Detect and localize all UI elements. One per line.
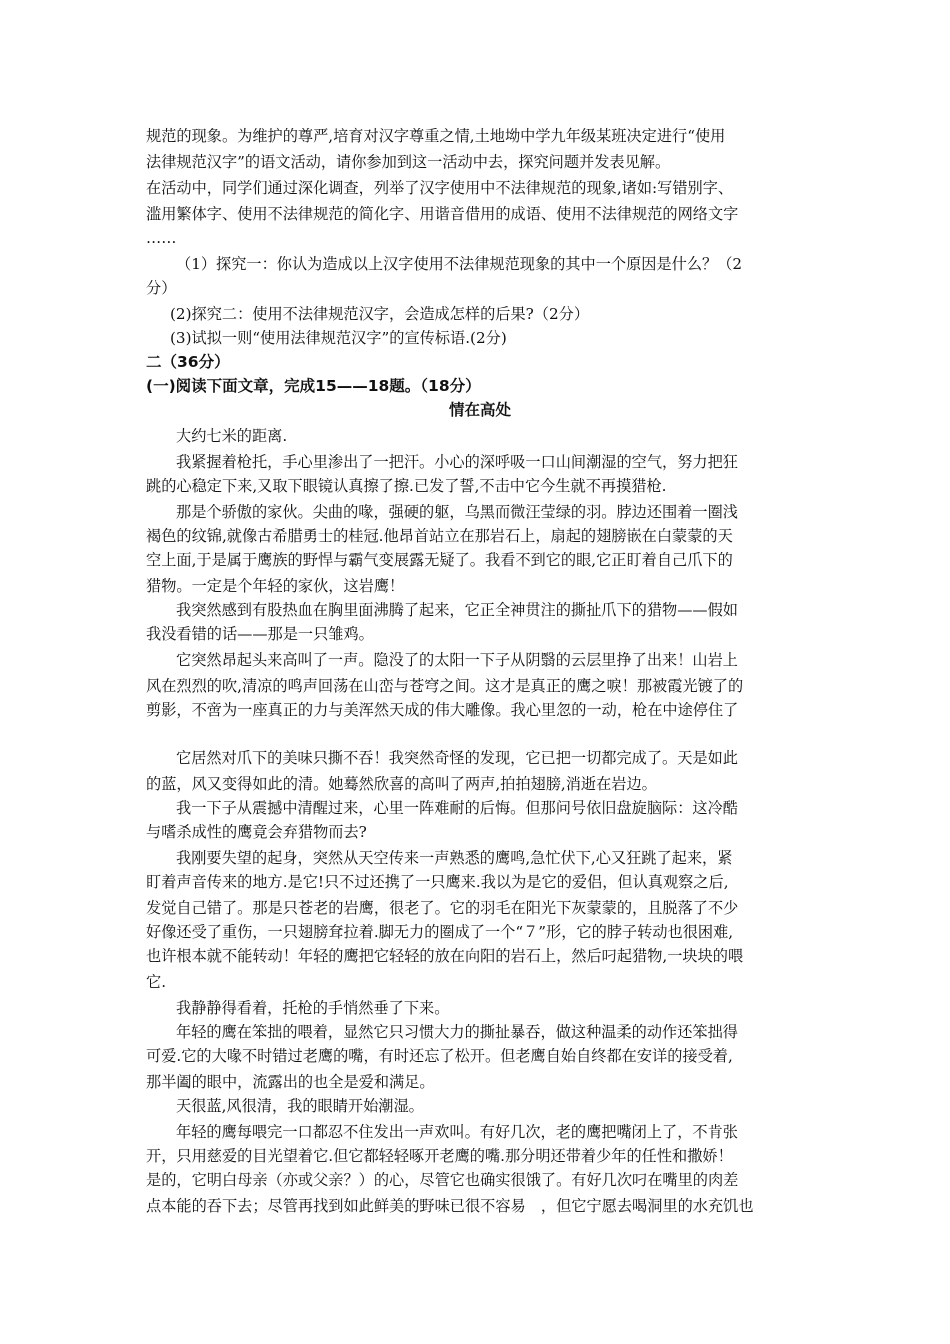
article-line: 跳的心稳定下来,又取下眼镜认真擦了擦.已发了誓,不击中它今生就不再摸猎枪. xyxy=(146,477,667,495)
article-line: 空上面,于是属于鹰族的野悍与霸气变展露无疑了。我看不到它的眼,它正盯着自己爪下的 xyxy=(146,551,733,569)
article-line: 的蓝，风又变得如此的清。她蓦然欣喜的高叫了两声,拍拍翅膀,消逝在岩边。 xyxy=(146,775,657,793)
intro-line-3: 在活动中，同学们通过深化调查，列举了汉字使用中不法律规范的现象,诸如:写错别字、 xyxy=(146,179,734,197)
question-1-line-2: 分） xyxy=(146,279,177,297)
article-line: 它. xyxy=(146,973,167,991)
article-line: 剪影，不啻为一座真正的力与美浑然天成的伟大雕像。我心里忽的一动，枪在中途停住了 xyxy=(146,701,739,719)
article-line: 风在烈烈的吹,清凉的鸣声回荡在山峦与苍穹之间。这才是真正的鹰之唳！那被霞光镀了的 xyxy=(146,677,744,695)
article-line: 猎物。一定是个年轻的家伙，这岩鹰！ xyxy=(146,577,405,595)
article-line: 我一下子从震撼中清醒过来，心里一阵难耐的后悔。但那问号依旧盘旋脑际：这冷酷 xyxy=(176,799,738,817)
article-line: 褐色的纹锦,就像古希腊勇士的桂冠.他昂首站立在那岩石上，扇起的翅膀嵌在白蒙蒙的天 xyxy=(146,527,733,545)
article-line: 那是个骄傲的家伙。尖曲的喙，强硬的躯，乌黑而微汪莹绿的羽。脖边还围着一圈浅 xyxy=(176,503,738,521)
article-line: 也许根本就不能转动！年轻的鹰把它轻轻的放在向阳的岩石上，然后叼起猎物,一块块的喂 xyxy=(146,947,744,965)
article-line: 与嗜杀成性的鹰竟会弃猎物而去? xyxy=(146,823,367,841)
intro-line-1: 规范的现象。为维护的尊严,培育对汉字尊重之情,土地坳中学九年级某班决定进行“使用 xyxy=(146,127,726,145)
article-line: 开，只用慈爱的目光望着它.但它都轻轻啄开老鹰的嘴.那分明还带着少年的任性和撒娇！ xyxy=(146,1147,733,1165)
article-line: 它突然昂起头来高叫了一声。隐没了的太阳一下子从阴翳的云层里挣了出来！山岩上 xyxy=(176,651,738,669)
intro-ellipsis: …… xyxy=(146,229,177,247)
article-line: 那半阖的眼中，流露出的也全是爱和满足。 xyxy=(146,1073,435,1091)
article-line: 好像还受了重伤，一只翅膀耷拉着.脚无力的圈成了一个“７”形，它的脖子转动也很困难, xyxy=(146,923,734,941)
article-line: 它居然对爪下的美味只撕不吞！我突然奇怪的发现，它已把一切都完成了。天是如此 xyxy=(176,749,738,767)
article-line: 是的，它明白母亲（亦或父亲？）的心，尽管它也确实很饿了。有好几次叼在嘴里的肉差 xyxy=(146,1171,739,1189)
article-line: 我没看错的话——那是一只雏鸡。 xyxy=(146,625,374,643)
article-line: 年轻的鹰在笨拙的喂着，显然它只习惯大力的撕扯暴吞，做这种温柔的动作还笨拙得 xyxy=(176,1023,738,1041)
article-line: 发觉自己错了。那是只苍老的岩鹰，很老了。它的羽毛在阳光下灰蒙蒙的，且脱落了不少 xyxy=(146,899,739,917)
question-1-line-1: （1）探究一：你认为造成以上汉字使用不法律规范现象的其中一个原因是什么？（2 xyxy=(176,255,743,273)
article-line: 可爱.它的大喙不时错过老鹰的嘴，有时还忘了松开。但老鹰自始自终都在安详的接受着, xyxy=(146,1047,733,1065)
article-line: 我静静得看着，托枪的手悄然垂了下来。 xyxy=(176,999,450,1017)
article-line: 盯着声音传来的地方.是它!只不过还携了一只鹰来.我以为是它的爱侣，但认真观察之后, xyxy=(146,873,729,891)
article-line: 我刚要失望的起身，突然从天空传来一声熟悉的鹰鸣,急忙伏下,心又狂跳了起来，紧 xyxy=(176,849,733,867)
article-line: 我突然感到有股热血在胸里面沸腾了起来，它正全神贯注的撕扯爪下的猎物——假如 xyxy=(176,601,738,619)
article-line: 大约七米的距离. xyxy=(176,427,288,445)
question-2: (2)探究二：使用不法律规范汉字，会造成怎样的后果?（2分） xyxy=(170,305,590,323)
article-line: 我紧握着枪托，手心里渗出了一把汗。小心的深呼吸一口山间潮湿的空气，努力把狂 xyxy=(176,453,738,471)
article-line: 年轻的鹰每喂完一口都忍不住发出一声欢叫。有好几次，老的鹰把嘴闭上了，不肯张 xyxy=(176,1123,738,1141)
intro-line-2: 法律规范汉字”的语文活动，请你参加到这一活动中去，探究问题并发表见解。 xyxy=(146,153,671,171)
section-sub-heading: (一)阅读下面文章，完成15——18题。（18分） xyxy=(146,377,481,395)
article-line: 天很蓝,风很清，我的眼睛开始潮湿。 xyxy=(176,1097,424,1115)
article-title: 情在高处 xyxy=(448,401,511,419)
article-line: 点本能的吞下去；尽管再找到如此鲜美的野味已很不容易 ，但它宁愿去喝洞里的水充饥也 xyxy=(146,1197,754,1215)
intro-line-4: 滥用繁体字、使用不法律规范的简化字、用谐音借用的成语、使用不法律规范的网络文字 xyxy=(146,205,739,223)
section-heading: 二（36分） xyxy=(146,353,230,371)
question-3: (3)试拟一则“使用法律规范汉字”的宣传标语.(2分) xyxy=(170,329,507,347)
